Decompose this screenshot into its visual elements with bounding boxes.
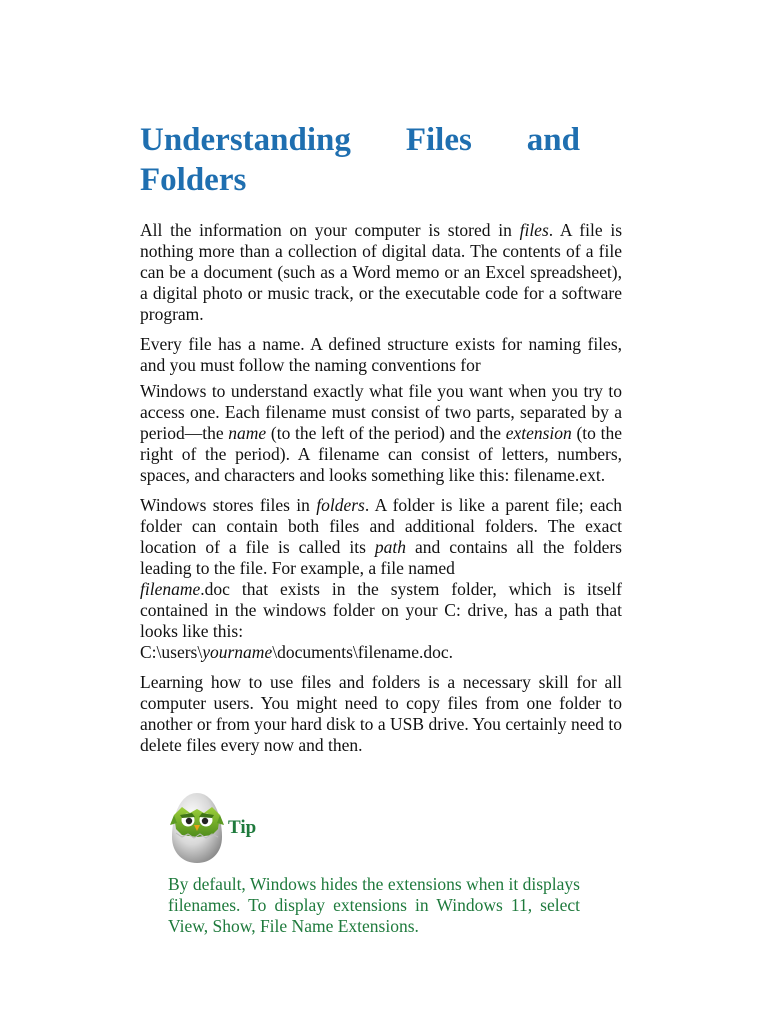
paragraph-folders [140, 495, 622, 663]
p3-term-yourname: yourname [202, 642, 273, 662]
p2b-term-extension: extension [505, 423, 572, 443]
p2b-text-b: (to the left of the period) and the [266, 423, 506, 443]
p3-term-filename: filename [140, 579, 201, 599]
p1-text-b: . A file is nothing more than a collection of digital data. The contents of a file can be a document (such as a Word memo or an Excel spreadsheet), a digital photo or music track, or the executable code for a software program. [140, 220, 623, 324]
p2a-text: Every file has a name. A defined structure exists for naming files, and you must follow the naming conventions for [140, 334, 622, 375]
tip-box [168, 790, 580, 937]
p1-text-a: All the information on your computer is stored in [140, 220, 520, 240]
p1-term-files: files [519, 220, 549, 240]
p3-path-b: \documents\filename.doc. [272, 642, 453, 662]
p4-text: Learning how to use files and folders is a necessary skill for all computer users. You might need to copy files from one folder to another or from your hard disk to a USB drive. You certainly need to delete files every now and then. [140, 672, 622, 755]
p2b-text-c: (to the right of the period). A filename can consist of letters, numbers, spaces, and characters and looks something like this: filename.ext. [140, 423, 622, 485]
p3-text-a: Windows stores files in [140, 495, 317, 515]
paragraph-naming-a [140, 334, 622, 376]
p3-path-a: C:\users\ [140, 642, 203, 662]
document-page [140, 120, 622, 765]
paragraph-learning [140, 672, 622, 756]
paragraph-naming-b [140, 381, 622, 486]
tip-header [168, 790, 580, 866]
p3-term-path: path [374, 537, 407, 557]
tip-text: By default, Windows hides the extensions when it displays filenames. To display extensions in Windows 11, select View, Show, File Name Extensions. [168, 874, 580, 936]
p3-text-c: and contains all the folders leading to the file. For example, a file named [140, 537, 622, 578]
title-line-2: Folders [140, 162, 247, 198]
paragraph-files [140, 220, 622, 325]
p3-term-folders: folders [316, 495, 365, 515]
p2b-term-name: name [228, 423, 267, 443]
p3-text-b: . A folder is like a parent file; each folder can contain both files and additional folders. The exact location of a file is called its [140, 495, 622, 557]
tip-label: Tip [228, 817, 257, 838]
title-line-1: Understanding Files and [140, 122, 580, 158]
p3-text-d: .doc that exists in the system folder, which is itself contained in the windows folder on your C: drive, has a path that looks like this: [140, 579, 622, 641]
p2b-text-a: Windows to understand exactly what file you want when you try to access one. Each filename must consist of two parts, separated by a period—the [140, 381, 622, 443]
owl-egg-icon [168, 791, 226, 865]
page-title [140, 120, 580, 200]
